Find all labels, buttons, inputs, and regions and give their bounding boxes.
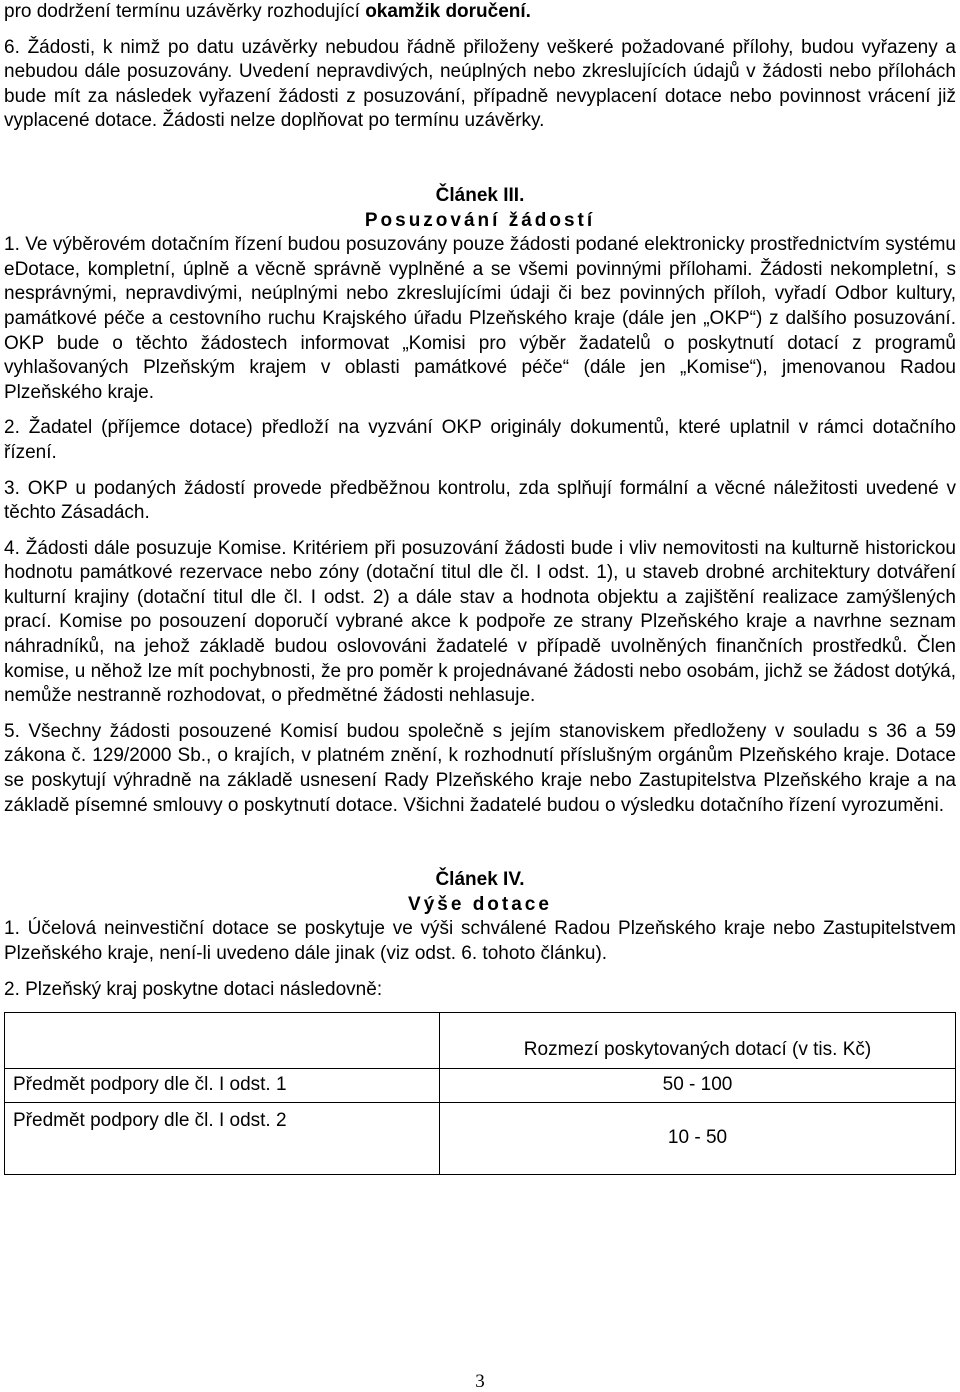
table-header-cell-empty	[5, 1013, 440, 1069]
document-page	[4, 0, 956, 1175]
table-cell-range: 10 - 50	[440, 1103, 956, 1175]
article-3-paragraph-2: 2. Žadatel (příjemce dotace) předloží na vyzvání OKP originály dokumentů, které uplatnil v rámci dotačního řízení.	[4, 417, 956, 463]
page-number: 3	[475, 1371, 485, 1392]
article-4-paragraph-1: 1. Účelová neinvestiční dotace se poskytuje ve výši schválené Radou Plzeňského kraje nebo Zastupitelstvem Plzeňského kraje, není-li uvedeno dále jinak (viz odst. 6. tohoto článku).	[4, 918, 956, 964]
intro-text: pro dodržení termínu uzávěrky rozhodující	[4, 1, 366, 22]
article-3-paragraph-3: 3. OKP u podaných žádostí provede předběžnou kontrolu, zda splňují formální a věcné náležitosti uvedené v těchto Zásadách.	[4, 477, 956, 524]
article-3-paragraph-4: 4. Žádosti dále posuzuje Komise. Kritériem při posuzování žádosti bude i vliv nemovitosti na kulturně historickou hodnotu památkové rezervace nebo zóny (dotační titul dle čl. I odst. 1), u staveb drobné architektury dotváření kulturní krajiny (dotační titul dle čl. I odst. 2) a dále stav a hodnota objektu a zajištění realizace zamýšlených prací. Komise po posouzení doporučí vybrané akce k podpoře ze strany Plzeňského kraje a navrhne seznam náhradníků, na jehož základě budou oslovováni žadatelé v případě uvolněných finančních prostředků. Člen komise, u něhož lze mít pochybnosti, že pro poměr k projednávané žádosti nebo osobám, jichž se žádost dotýká, nemůže nestranně rozhodovat, o předmětné žádosti nehlasuje.	[4, 537, 956, 707]
article-3-subtitle: Posuzování žádostí	[364, 209, 596, 231]
article-3-title: Článek III.	[435, 184, 525, 206]
article-4-paragraph-2: 2. Plzeňský kraj poskytne dotaci následovně:	[4, 978, 383, 1000]
table-header-row	[5, 1013, 956, 1069]
article-3-paragraph-5: 5. Všechny žádosti posouzené Komisí budou společně s jejím stanoviskem předloženy v souladu s 36 a 59 zákona č. 129/2000 Sb., o krajích, v platném znění, k rozhodnutí příslušným orgánům Plzeňského kraje. Dotace se poskytují výhradně na základě usnesení Rady Plzeňského kraje nebo Zastupitelstva Plzeňského kraje a na základě písemné smlouvy o poskytnutí dotace. Všichni žadatelé budou o výsledku dotačního řízení vyrozuměni.	[4, 720, 956, 816]
article-4-title: Článek IV.	[435, 869, 525, 891]
table-header-cell: Rozmezí poskytovaných dotací (v tis. Kč)	[440, 1013, 956, 1069]
intro-line	[4, 0, 956, 25]
intro-bold-text: okamžik doručení.	[365, 1, 531, 22]
table-row	[5, 1103, 956, 1175]
table-cell-range: 50 - 100	[440, 1069, 956, 1103]
table-cell-subject: Předmět podpory dle čl. I odst. 2	[5, 1103, 440, 1175]
table-row	[5, 1069, 956, 1103]
article-4-subtitle: Výše dotace	[408, 893, 552, 915]
table-cell-subject: Předmět podpory dle čl. I odst. 1	[5, 1069, 440, 1103]
support-table	[4, 1012, 956, 1175]
paragraph-6: 6. Žádosti, k nimž po datu uzávěrky nebudou řádně přiloženy veškeré požadované přílohy, budou vyřazeny a nebudou dále posuzovány. Uvedení nepravdivých, neúplných nebo zkreslujících údajů v žádosti nebo přílohách bude mít za následek vyřazení žádosti z posuzování, případně nevyplacení dotace nebo povinnost vrácení již vyplacené dotace. Žádosti nelze doplňovat po termínu uzávěrky.	[4, 36, 956, 132]
article-3-paragraph-1: 1. Ve výběrovém dotačním řízení budou posuzovány pouze žádosti podané elektronicky prostřednictvím systému eDotace, kompletní, úplně a věcně správně vyplněné a se všemi povinnými přílohami. Žádosti nekompletní, s nesprávnými, nepravdivými, neúplnými nebo zkreslujícími údaji či bez povinných příloh, vyřadí Odbor kultury, památkové péče a cestovního ruchu Krajského úřadu Plzeňského kraje (dále jen „OKP“) z dalšího posuzování. OKP bude o těchto žádostech informovat „Komisi pro výběr žadatelů o poskytnutí dotací z programů vyhlašovaných Plzeňským krajem v oblasti památkové péče“ (dále jen „Komise“), jmenovanou Radou Plzeňského kraje.	[4, 234, 956, 403]
